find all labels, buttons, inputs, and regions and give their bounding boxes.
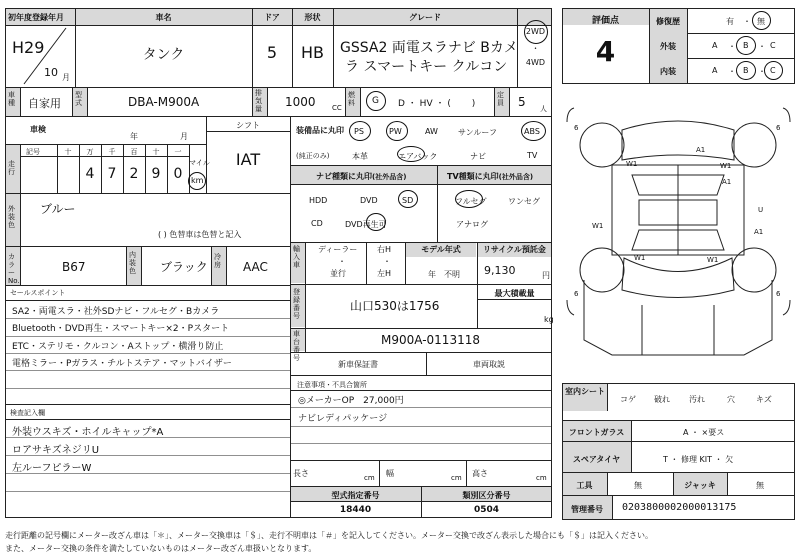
seat-label: 室内シート [565, 387, 605, 396]
equip-tv: TV [527, 151, 538, 160]
registration-label: 登録番号 [293, 288, 300, 320]
repair-label: 修復歴 [656, 17, 680, 26]
color-label: 外装色 [8, 205, 15, 229]
equip-pw: PW [389, 127, 402, 136]
navi-hdd: HDD [309, 196, 328, 205]
inspector-line: 外装ウスキズ・ホイルキャップ*A [12, 427, 164, 438]
reg-month: 10 [44, 66, 58, 79]
navi-label: ナビ種類に丸印(社外品含) [316, 172, 407, 181]
interior-color: ブラック [160, 260, 208, 274]
inspector-line: ロアサキズネジリU [12, 445, 100, 456]
drive-2wd: 2WD [525, 27, 546, 36]
fuel-d: D ・ HV ・ ( ) [398, 99, 476, 109]
displacement-label: 排気量 [255, 89, 262, 113]
class-no-label: 類別区分番号 [462, 491, 511, 500]
new-car-warranty: 新車保証書 [338, 360, 378, 369]
selling-line: SA2・両電スラ・社外SDナビ・フルセグ・Bカメラ [12, 307, 220, 317]
ac-label: 冷房 [214, 253, 221, 269]
inspection-month: 月 [180, 132, 188, 141]
interior-color-label: 内装色 [129, 251, 136, 275]
frame-label: 車台番号 [293, 330, 300, 362]
diagram-hood [622, 121, 734, 160]
selling-line: 電格ミラー・Pガラス・チルトステア・マットバイザー [12, 359, 232, 369]
frame-value: M900A-0113118 [381, 333, 480, 347]
tire-depth-label: 6 [776, 124, 781, 132]
mileage-digit: 2 [129, 166, 139, 182]
inspector-label: 検査記入欄 [10, 409, 45, 417]
use-label: 車種 [8, 91, 15, 107]
equip-leather: 本革 [352, 152, 368, 161]
tv-label: TV種類に丸印(社外品含) [447, 172, 534, 181]
inspection-label: 車検 [30, 125, 46, 134]
mileage-digit: 7 [107, 166, 117, 182]
interior-c: C [770, 66, 776, 75]
selling-label: セールスポイント [10, 289, 66, 297]
tv-oneseg: ワンセグ [508, 197, 540, 206]
recycle-value: 9,130 [484, 264, 516, 277]
kg-unit: kg [544, 315, 554, 324]
import-label: 輸入車 [293, 245, 300, 269]
score-label: 評価点 [591, 16, 619, 26]
reg-month-unit: 月 [62, 73, 70, 82]
mileage-digit: 0 [173, 166, 183, 182]
navi-sd: SD [402, 196, 414, 205]
mileage-label: 走行 [8, 160, 15, 176]
shift-label: シフト [236, 121, 260, 130]
damage-mark: A1 [754, 228, 764, 236]
exterior-label: 外装 [660, 42, 676, 51]
type-label: 型式 [75, 91, 82, 107]
import-left-hand: 左H [377, 269, 392, 278]
grade-line2: ラ スマートキー クルコン [345, 59, 508, 75]
mileage-digit: 9 [151, 166, 161, 182]
glass-value: A ・ ×要ス [683, 428, 725, 437]
damage-mark: U [758, 206, 764, 214]
doors: 5 [266, 43, 278, 62]
import-parallel: 並行 [330, 269, 346, 278]
caution-label: 注意事項・不具合箇所 [297, 381, 367, 389]
reg-year: H29 [12, 38, 45, 57]
interior-label: 内装 [660, 67, 676, 76]
equip-aw: AW [425, 127, 438, 136]
score: 4 [595, 35, 616, 68]
import-dealer: ディーラー [318, 245, 358, 254]
car-damage-diagram [562, 100, 795, 375]
tv-fullseg: フルセグ [455, 197, 487, 206]
color-no-label: カラーNo. [8, 253, 20, 285]
length-label: 長さ [293, 469, 309, 478]
model-type: DBA-M900A [128, 95, 200, 109]
fuel-g: G [372, 96, 379, 106]
drive-4wd: 4WD [525, 58, 546, 67]
damage-mark: W1 [720, 162, 732, 170]
width-label: 幅 [386, 469, 394, 478]
height-label: 高さ [472, 469, 488, 478]
max-load-label: 最大積載量 [494, 289, 535, 298]
equip-navi: ナビ [470, 152, 486, 161]
tire-depth-label: 6 [574, 290, 579, 298]
spare-value: T ・ 修理 KIT ・ 欠 [663, 455, 734, 464]
registration-value: 山口530は1756 [350, 299, 440, 313]
jack-value: 無 [756, 481, 764, 490]
footer-note: 走行距離の記号欄にメーター改ざん車は「＊」、メーター交換車は「＄」、走行不明車は「＃」を記入してください。メーター交換で改ざん表示した場合にも「＄」は記入ください。 [5, 531, 653, 540]
exterior-b: B [743, 41, 749, 50]
selling-line: ETC・ステリモ・クルコン・Aストップ・横滑り防止 [12, 342, 224, 352]
navi-cd: CD [311, 219, 323, 228]
mileage-sub: 記号 [26, 148, 40, 156]
grade-header: グレード [409, 13, 441, 22]
type-no-label: 型式指定番号 [331, 491, 380, 500]
class-no: 0504 [473, 505, 500, 515]
inspector-line: 左ルーフピラーW [12, 463, 92, 474]
yen-unit: 円 [542, 271, 550, 280]
damage-mark: W1 [707, 256, 719, 264]
owner-manual: 車両取説 [473, 360, 505, 369]
damage-mark: W1 [592, 222, 604, 230]
tire-depth-label: 6 [776, 290, 781, 298]
damage-mark: A1 [696, 146, 706, 154]
navi-dvd: DVD [360, 196, 378, 205]
tools-label: 工具 [576, 481, 593, 490]
spare-label: スペアタイヤ [572, 455, 621, 464]
interior-b: B [743, 66, 749, 75]
shape-header: 形状 [304, 13, 321, 22]
shift-value: IAT [235, 150, 261, 169]
equip-label: 装備品に丸印 [296, 126, 344, 135]
grade-line1: GSSA2 両電スラナビ Bカメ [340, 40, 518, 56]
recycle-label: リサイクル預託金 [483, 245, 546, 254]
mgmt-number: 0203800002000013175 [622, 502, 737, 513]
equip-airbag: エアバック [398, 152, 438, 161]
model-year: 年 不明 [428, 270, 460, 279]
vehicle-name: タンク [142, 47, 185, 63]
name-header: 車名 [155, 13, 172, 22]
color-no: B67 [62, 260, 86, 274]
capacity: 5 [518, 95, 526, 109]
equip-ps: PS [354, 127, 364, 136]
displacement: 1000 [285, 95, 316, 109]
damage-mark: A1 [722, 178, 732, 186]
damage-mark: W1 [626, 160, 638, 168]
door-header: ドア [264, 13, 280, 22]
inspection-year: 年 [130, 132, 138, 141]
footer-note: また、メーター交換の条件を満たしていないものはメーター改ざん車扱いとなります。 [5, 544, 317, 553]
mileage-digit: 4 [85, 166, 95, 182]
capacity-label: 定員 [497, 91, 504, 107]
color-value: ブルー [40, 202, 76, 216]
type-no: 18440 [339, 505, 372, 515]
equip-sunroof: サンルーフ [458, 128, 497, 137]
use: 自家用 [28, 97, 61, 110]
damage-mark: W1 [634, 254, 646, 262]
maker-op: ◎メーカーOP 27,000円 [298, 396, 404, 406]
model-year-label: モデル年式 [421, 245, 461, 254]
tire-front-right [732, 123, 776, 167]
equip-sub: (純正のみ) [296, 152, 330, 160]
repair-yes: 有 [726, 17, 734, 26]
glass-label: フロントガラス [568, 428, 625, 437]
tire-depth-label: 6 [574, 124, 579, 132]
ac-value: AAC [243, 260, 268, 274]
navi-dvd-play: DVD再生可 [345, 220, 387, 229]
capacity-unit: 人 [540, 105, 547, 113]
fuel-label: 燃料 [348, 91, 355, 107]
import-right-hand: 右H [377, 245, 392, 254]
equip-abs: ABS [524, 127, 540, 136]
tire-front-left [580, 123, 624, 167]
tv-analog: アナログ [456, 220, 488, 229]
selling-line: Bluetooth・DVD再生・スマートキー×2・Pスタート [12, 324, 230, 334]
km-label: km [191, 176, 204, 185]
reg-year-header: 初年度登録年月 [8, 13, 64, 22]
cc-unit: CC [332, 104, 342, 112]
repair-no: 無 [757, 17, 765, 26]
caution-line: ナビレディパッケージ [298, 414, 388, 424]
shape: HB [300, 43, 324, 62]
color-note: ( ) 色替車は色替と記入 [158, 230, 242, 239]
tools-value: 無 [634, 481, 642, 490]
mile-label: マイル [189, 159, 210, 167]
mgmt-label: 管理番号 [571, 505, 603, 514]
jack-label: ジャッキ [684, 481, 716, 490]
